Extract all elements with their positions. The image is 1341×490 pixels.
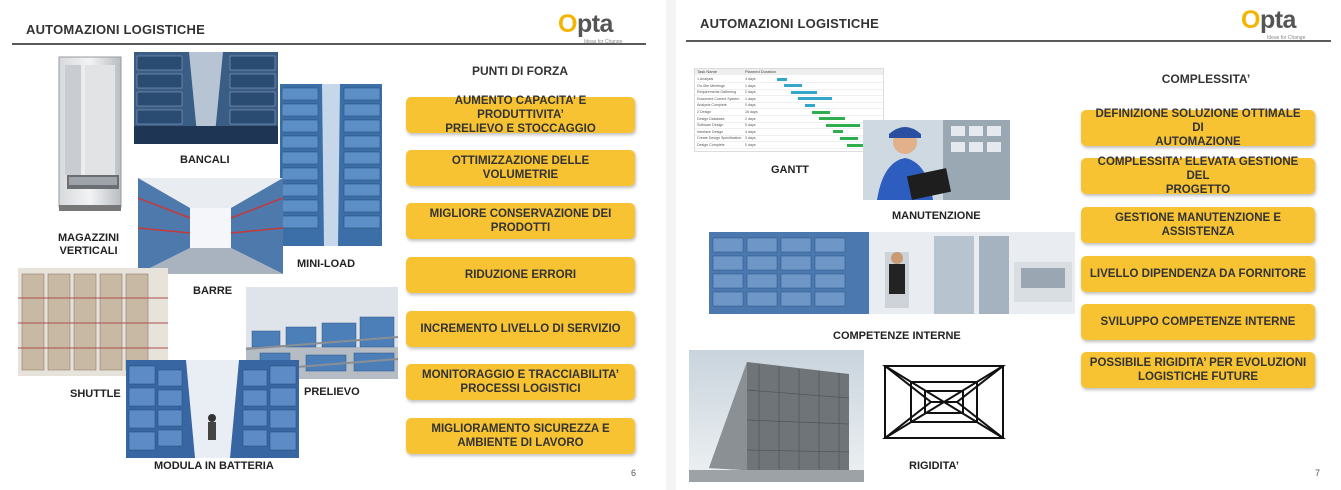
gantt-bar bbox=[777, 78, 787, 81]
strength-item: MIGLIORE CONSERVAZIONE DEI PRODOTTI bbox=[406, 203, 635, 239]
complexity-item: SVILUPPO COMPETENZE INTERNE bbox=[1081, 304, 1315, 340]
label-competenze: COMPETENZE INTERNE bbox=[833, 330, 961, 342]
strength-item: MIGLIORAMENTO SICUREZZA E AMBIENTE DI LAVORO bbox=[406, 418, 635, 454]
complexity-item: LIVELLO DIPENDENZA DA FORNITORE bbox=[1081, 256, 1315, 292]
complexity-heading: COMPLESSITA’ bbox=[1161, 72, 1251, 86]
slide-7 bbox=[676, 0, 1341, 490]
slide-6 bbox=[0, 0, 666, 490]
label-modula: MODULA IN BATTERIA bbox=[154, 460, 274, 472]
gantt-bar bbox=[840, 137, 858, 140]
gantt-row: Design Complete 0 days bbox=[695, 142, 883, 149]
label-manutenzione: MANUTENZIONE bbox=[892, 210, 981, 222]
complexity-item: COMPLESSITA’ ELEVATA GESTIONE DEL PROGETTO bbox=[1081, 158, 1315, 194]
gantt-bar bbox=[791, 91, 817, 94]
modula-battery-image bbox=[126, 360, 299, 458]
gantt-bar bbox=[805, 104, 815, 107]
title-divider bbox=[12, 43, 646, 45]
gantt-row: Document Current System 1 days bbox=[695, 96, 883, 103]
page-number: 7 bbox=[1315, 468, 1321, 478]
label-prelievo: PRELIEVO bbox=[304, 386, 360, 398]
gantt-row: Analysis Complete 0 days bbox=[695, 102, 883, 109]
gantt-row: On-Site Meetings 1 days bbox=[695, 83, 883, 90]
gantt-bar bbox=[819, 117, 845, 120]
gantt-bar bbox=[784, 84, 802, 87]
gantt-chart-image bbox=[694, 68, 884, 152]
pallet-warehouse-image bbox=[134, 52, 278, 144]
bar-storage-image bbox=[138, 178, 283, 274]
opta-logo: Opta Ideas for Change bbox=[558, 10, 623, 45]
strength-item: MONITORAGGIO E TRACCIABILITA’ PROCESSI LOGISTICI bbox=[406, 364, 635, 400]
vertical-warehouse-image bbox=[45, 55, 133, 215]
mini-load-image bbox=[280, 84, 382, 246]
slide-title: AUTOMAZIONI LOGISTICHE bbox=[700, 16, 879, 31]
slide-title: AUTOMAZIONI LOGISTICHE bbox=[26, 22, 205, 37]
gantt-bar bbox=[833, 130, 843, 133]
complexity-item: DEFINIZIONE SOLUZIONE OTTIMALE DI AUTOMAZIONE bbox=[1081, 110, 1315, 146]
strength-item: OTTIMIZZAZIONE DELLE VOLUMETRIE bbox=[406, 150, 635, 186]
gantt-bar bbox=[826, 124, 860, 127]
label-shuttle: SHUTTLE bbox=[70, 388, 121, 400]
strengths-heading: PUNTI DI FORZA bbox=[472, 64, 568, 78]
label-magazzini-line1: MAGAZZINI bbox=[58, 232, 120, 244]
label-mini-load: MINI-LOAD bbox=[297, 258, 356, 270]
logo-tagline: Ideas for Change bbox=[1267, 35, 1306, 41]
strength-item: AUMENTO CAPACITA’ E PRODUTTIVITA’ PRELIEVO E STOCCAGGIO bbox=[406, 97, 635, 133]
gantt-bar bbox=[812, 111, 830, 114]
label-barre: BARRE bbox=[193, 285, 233, 297]
gantt-bar bbox=[798, 97, 832, 100]
gantt-header: Task Name Planned Duration bbox=[695, 69, 883, 75]
gantt-row: Design Database 2 days bbox=[695, 116, 883, 123]
gantt-row: Create Design Specification 3 days bbox=[695, 135, 883, 142]
complexity-item: POSSIBILE RIGIDITA’ PER EVOLUZIONI LOGISTICHE FUTURE bbox=[1081, 352, 1315, 388]
slide-gap bbox=[666, 0, 676, 490]
internal-skills-image bbox=[709, 232, 1075, 314]
strength-item: INCREMENTO LIVELLO DI SERVIZIO bbox=[406, 311, 635, 347]
complexity-item: GESTIONE MANUTENZIONE E ASSISTENZA bbox=[1081, 207, 1315, 243]
rigidity-tower-image bbox=[881, 362, 1007, 442]
opta-logo: Opta Ideas for Change bbox=[1241, 6, 1306, 41]
gantt-row: 2 Design 16 days bbox=[695, 109, 883, 116]
page-number: 6 bbox=[631, 468, 637, 478]
label-rigidita: RIGIDITA’ bbox=[909, 460, 959, 472]
maintenance-image bbox=[863, 120, 1010, 200]
strength-item: RIDUZIONE ERRORI bbox=[406, 257, 635, 293]
high-bay-warehouse-image bbox=[689, 350, 864, 482]
gantt-row: Requirements Gathering 2 days bbox=[695, 89, 883, 96]
label-magazzini bbox=[58, 232, 119, 258]
gantt-row: Interface Design 4 days bbox=[695, 129, 883, 136]
gantt-row: Software Design 5 days bbox=[695, 122, 883, 129]
title-divider bbox=[686, 40, 1331, 42]
label-bancali: BANCALI bbox=[180, 154, 230, 166]
label-magazzini-line2: VERTICALI bbox=[59, 245, 118, 257]
logo-tagline: Ideas for Change bbox=[584, 39, 623, 45]
label-gantt: GANTT bbox=[771, 164, 809, 176]
gantt-row: 1 Analysis 4 days bbox=[695, 76, 883, 83]
